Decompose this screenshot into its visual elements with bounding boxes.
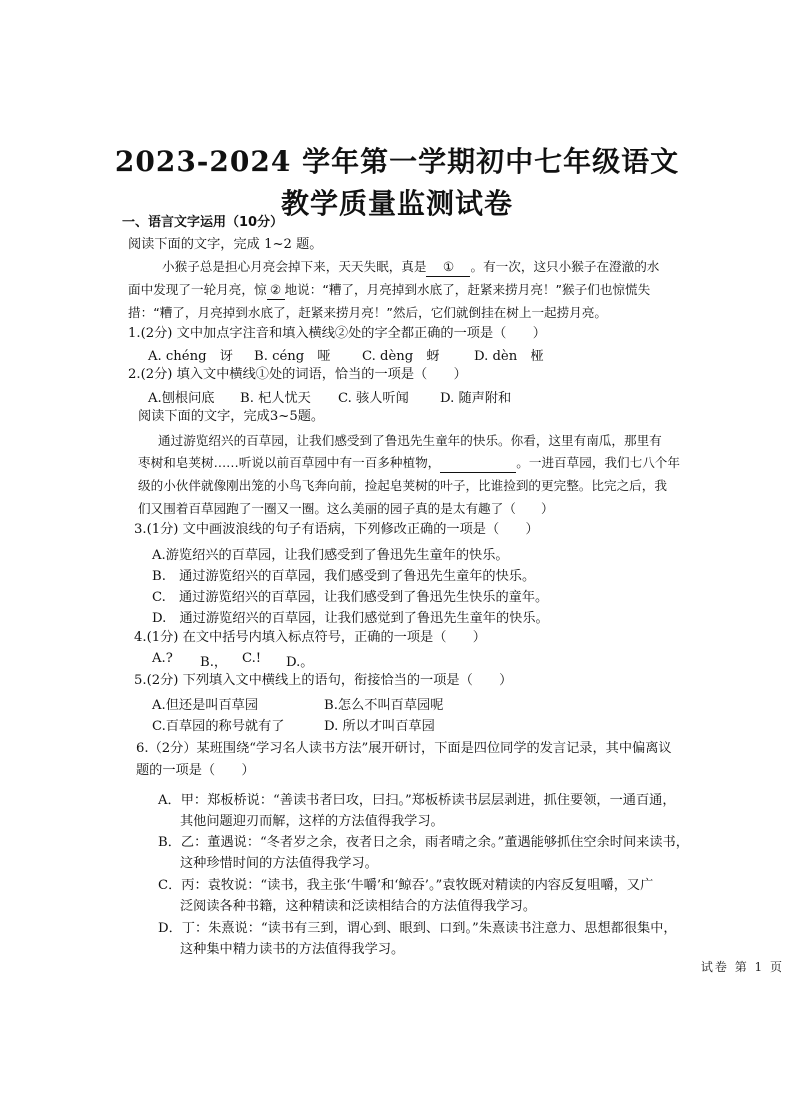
q5-option-d[interactable]: D. 所以才叫百草园 xyxy=(324,719,435,734)
passage2-line2 xyxy=(138,454,680,473)
exam-title-line1: 2023-2024 学年第一学期初中七年级语文 xyxy=(114,145,680,178)
q2-option-a[interactable]: A.刨根问底 xyxy=(148,391,215,406)
q1-option-a[interactable]: A. chéng 讶 xyxy=(148,349,233,364)
q3-stem: 3.(1分) 文中画波浪线的句子有语病，下列修改正确的一项是（ ） xyxy=(134,522,539,537)
passage1-text: 。有一次，这只小猴子在澄澈的水 xyxy=(470,259,660,274)
q6-option-a-line2: 其他问题迎刃而解，这样的方法值得我学习。 xyxy=(180,814,444,829)
passage1-line3: 措：“糟了，月亮掉到水底了，赶紧来捞月亮！”然后，它们就倒挂在树上一起捞月亮。 xyxy=(128,305,608,320)
q1-option-b[interactable]: B. céng 哑 xyxy=(254,349,331,364)
passage1-line2 xyxy=(128,281,650,300)
q6-stem-line2: 题的一项是（ ） xyxy=(136,763,255,778)
q4-option-c[interactable]: C.! xyxy=(242,651,262,666)
passage1-text: 小猴子总是担心月亮会掉下来，天天失眠，真是 xyxy=(162,259,427,274)
passage1-text: 地说：“糟了，月亮掉到水底了，赶紧来捞月亮！”猴子们也惊慌失 xyxy=(284,282,651,297)
q2-stem: 2.(2分) 填入文中横线①处的词语，恰当的一项是（ ） xyxy=(128,367,467,382)
blank-1: ① xyxy=(426,258,470,277)
page-footer: 试卷 第 1 页 xyxy=(700,960,784,974)
q1-option-c[interactable]: C. dèng 蚜 xyxy=(362,349,440,364)
blank-3 xyxy=(440,454,516,473)
passage2-text: 枣树和皂荚树……听说以前百草园中有一百多种植物， xyxy=(138,455,441,470)
q4-option-b[interactable]: B.， xyxy=(200,655,228,670)
q6-option-d-line2: 这种集中精力读书的方法值得我学习。 xyxy=(180,942,405,957)
q3-option-d[interactable]: D. 通过游览绍兴的百草园，让我们感觉到了鲁迅先生童年的快乐。 xyxy=(152,611,549,626)
q6-option-a-line1[interactable]: A．甲：郑板桥说：“善读书者曰攻，曰扫。”郑板桥读书层层剥进，抓住要领，一通百通， xyxy=(158,793,676,808)
q1-option-d[interactable]: D. dèn 桠 xyxy=(474,349,544,364)
q4-stem: 4.(1分) 在文中括号内填入标点符号，正确的一项是（ ） xyxy=(134,630,486,645)
passage2-line4: 们又围着百草园跑了一圈又一圈。这么美丽的园子真的是太有趣了（ ） xyxy=(138,501,554,516)
passage1-text: 面中发现了一轮月亮，惊 xyxy=(128,282,267,297)
q6-option-c-line1[interactable]: C．丙：袁牧说：“读书，我主张‘牛嚼’和‘鲸吞’。”袁牧既对精读的内容反复咀嚼，又广 xyxy=(158,878,654,893)
section-heading: 一、语言文字运用（10分） xyxy=(122,215,284,230)
q2-option-d[interactable]: D. 随声附和 xyxy=(440,391,512,406)
q3-option-a[interactable]: A.游览绍兴的百草园，让我们感受到了鲁迅先生童年的快乐。 xyxy=(152,548,509,563)
q4-option-d[interactable]: D.。 xyxy=(286,655,314,670)
q1-stem: 1.(2分) 文中加点字注音和填入横线②处的字全都正确的一项是（ ） xyxy=(128,326,546,341)
q5-option-c[interactable]: C.百草园的称号就有了 xyxy=(152,719,285,734)
passage2-line3: 级的小伙伴就像刚出笼的小鸟飞奔向前，捡起皂荚树的叶子，比谁捡到的更完整。比完之后，我 xyxy=(138,478,667,493)
q6-option-b-line2: 这种珍惜时间的方法值得我学习。 xyxy=(180,856,378,871)
reading-instruction-2: 阅读下面的文字，完成3~5题。 xyxy=(138,409,325,424)
reading-instruction-1: 阅读下面的文字，完成 1~2 题。 xyxy=(128,237,323,252)
q6-stem-line1: 6.（2分）某班围绕“学习名人读书方法”展开研讨，下面是四位同学的发言记录，其中偏离议 xyxy=(136,741,672,756)
passage1-line1 xyxy=(162,258,659,277)
q4-option-a[interactable]: A.? xyxy=(152,651,173,666)
q6-option-d-line1[interactable]: D．丁：朱熹说：“读书有三到，谓心到、眼到、口到。”朱熹读书注意力、思想都很集中， xyxy=(158,921,677,936)
q2-option-b[interactable]: B. 杞人忧天 xyxy=(240,391,311,406)
q3-option-c[interactable]: C. 通过游览绍兴的百草园，让我们感受到了鲁迅先生快乐的童年。 xyxy=(152,590,549,605)
q5-option-a[interactable]: A.但还是叫百草园 xyxy=(152,698,259,713)
q5-option-b[interactable]: B.怎么不叫百草园呢 xyxy=(324,698,444,713)
exam-title-line2: 教学质量监测试卷 xyxy=(280,187,513,220)
q6-option-c-line2: 泛阅读各种书籍，这种精读和泛读相结合的方法值得我学习。 xyxy=(180,899,537,914)
blank-2: ② xyxy=(267,281,285,300)
q6-option-b-line1[interactable]: B．乙：董遇说：“冬者岁之余，夜者日之余，雨者晴之余。”董遇能够抓住空余时间来读书， xyxy=(158,835,689,850)
q5-stem: 5.(2分) 下列填入文中横线上的语句，衔接恰当的一项是（ ） xyxy=(134,673,513,688)
q3-option-b[interactable]: B. 通过游览绍兴的百草园，我们感受到了鲁迅先生童年的快乐。 xyxy=(152,569,536,584)
passage2-text: 。一进百草园，我们七八个年 xyxy=(516,455,680,470)
passage2-line1: 通过游览绍兴的百草园，让我们感受到了鲁迅先生童年的快乐。你看，这里有南瓜，那里有 xyxy=(158,433,662,448)
q2-option-c[interactable]: C. 骇人听闻 xyxy=(338,391,409,406)
